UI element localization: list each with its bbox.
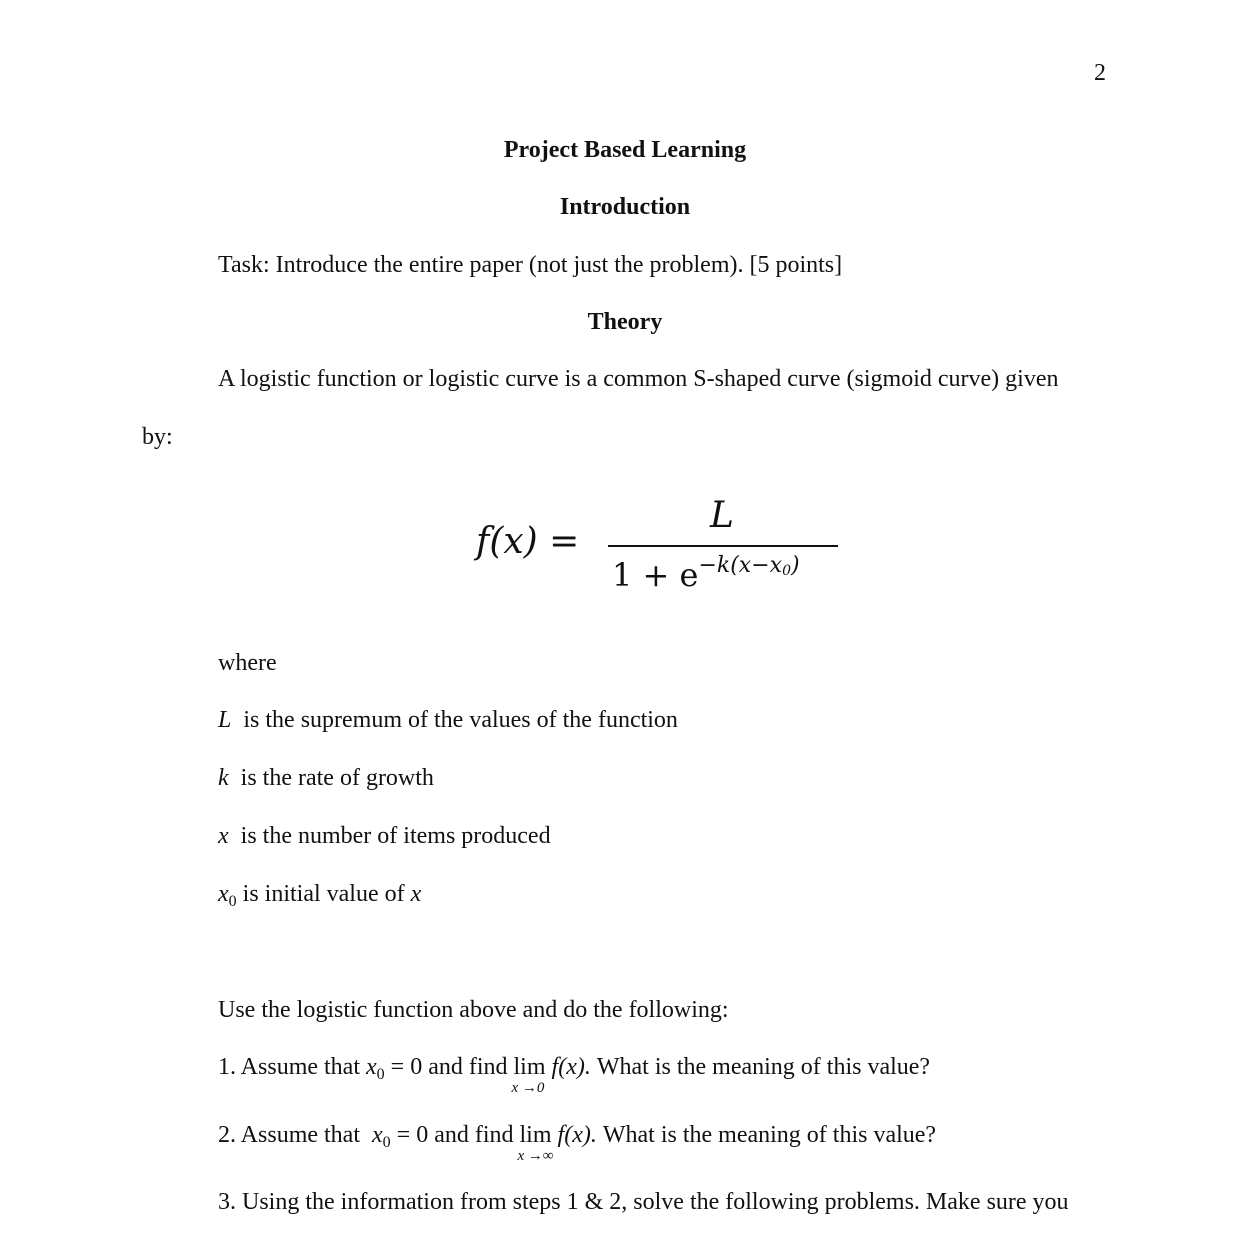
- definition-text: is the number of items produced: [240, 823, 551, 849]
- limit-expression: lim x →∞: [517, 1122, 554, 1164]
- task-text: Task: Introduce the entire paper (not just the problem). [5 points]: [218, 252, 843, 278]
- definition-symbol: x: [218, 881, 229, 907]
- theory-heading: Theory: [587, 309, 663, 335]
- definition-subscript: 0: [228, 893, 237, 910]
- page-number: 2: [1094, 60, 1106, 86]
- introduction-heading: Introduction: [559, 194, 691, 220]
- document-title: Project Based Learning: [503, 137, 747, 163]
- definition-item: [218, 823, 551, 850]
- step-2: 2. Assume that $x_0 = 0$ and find lim x →∞ f(x). What is the meaning of this value?: [218, 1122, 937, 1164]
- formula-lhs: f(x) =: [476, 521, 580, 562]
- formula-exponent: −k(x−x0): [698, 553, 800, 579]
- definition-text: is the supremum of the values of the function: [243, 707, 678, 733]
- where-label: where: [218, 650, 277, 676]
- formula-numerator: L: [710, 495, 734, 536]
- definition-trailing-symbol: x: [410, 881, 422, 907]
- definition-symbol: L: [218, 707, 232, 733]
- definition-symbol: x: [218, 823, 229, 849]
- fraction-bar: [608, 545, 838, 547]
- step-3: 3. Using the information from steps 1 & 2, solve the following problems. Make sure you: [218, 1189, 1069, 1215]
- instructions-intro: Use the logistic function above and do the following:: [218, 997, 729, 1023]
- definition-item: [218, 765, 434, 792]
- step-1: 1. Assume that $x_0 = 0$ and find lim x →0 f(x). What is the meaning of this value?: [218, 1054, 931, 1096]
- definition-text: is initial value of: [242, 881, 405, 907]
- formula-denominator: $1 + e^{-k(x-x0)}$: [612, 553, 800, 594]
- limit-expression: lim x →0: [511, 1054, 546, 1096]
- definition-item: [218, 707, 678, 734]
- logistic-formula: [470, 495, 850, 605]
- definition-item: [218, 881, 421, 911]
- definition-text: is the rate of growth: [240, 765, 434, 791]
- theory-paragraph-line-1: A logistic function or logistic curve is a common S-shaped curve (sigmoid curve) given: [218, 366, 1059, 392]
- definition-symbol: k: [218, 765, 229, 791]
- theory-paragraph-line-2: by:: [142, 424, 173, 450]
